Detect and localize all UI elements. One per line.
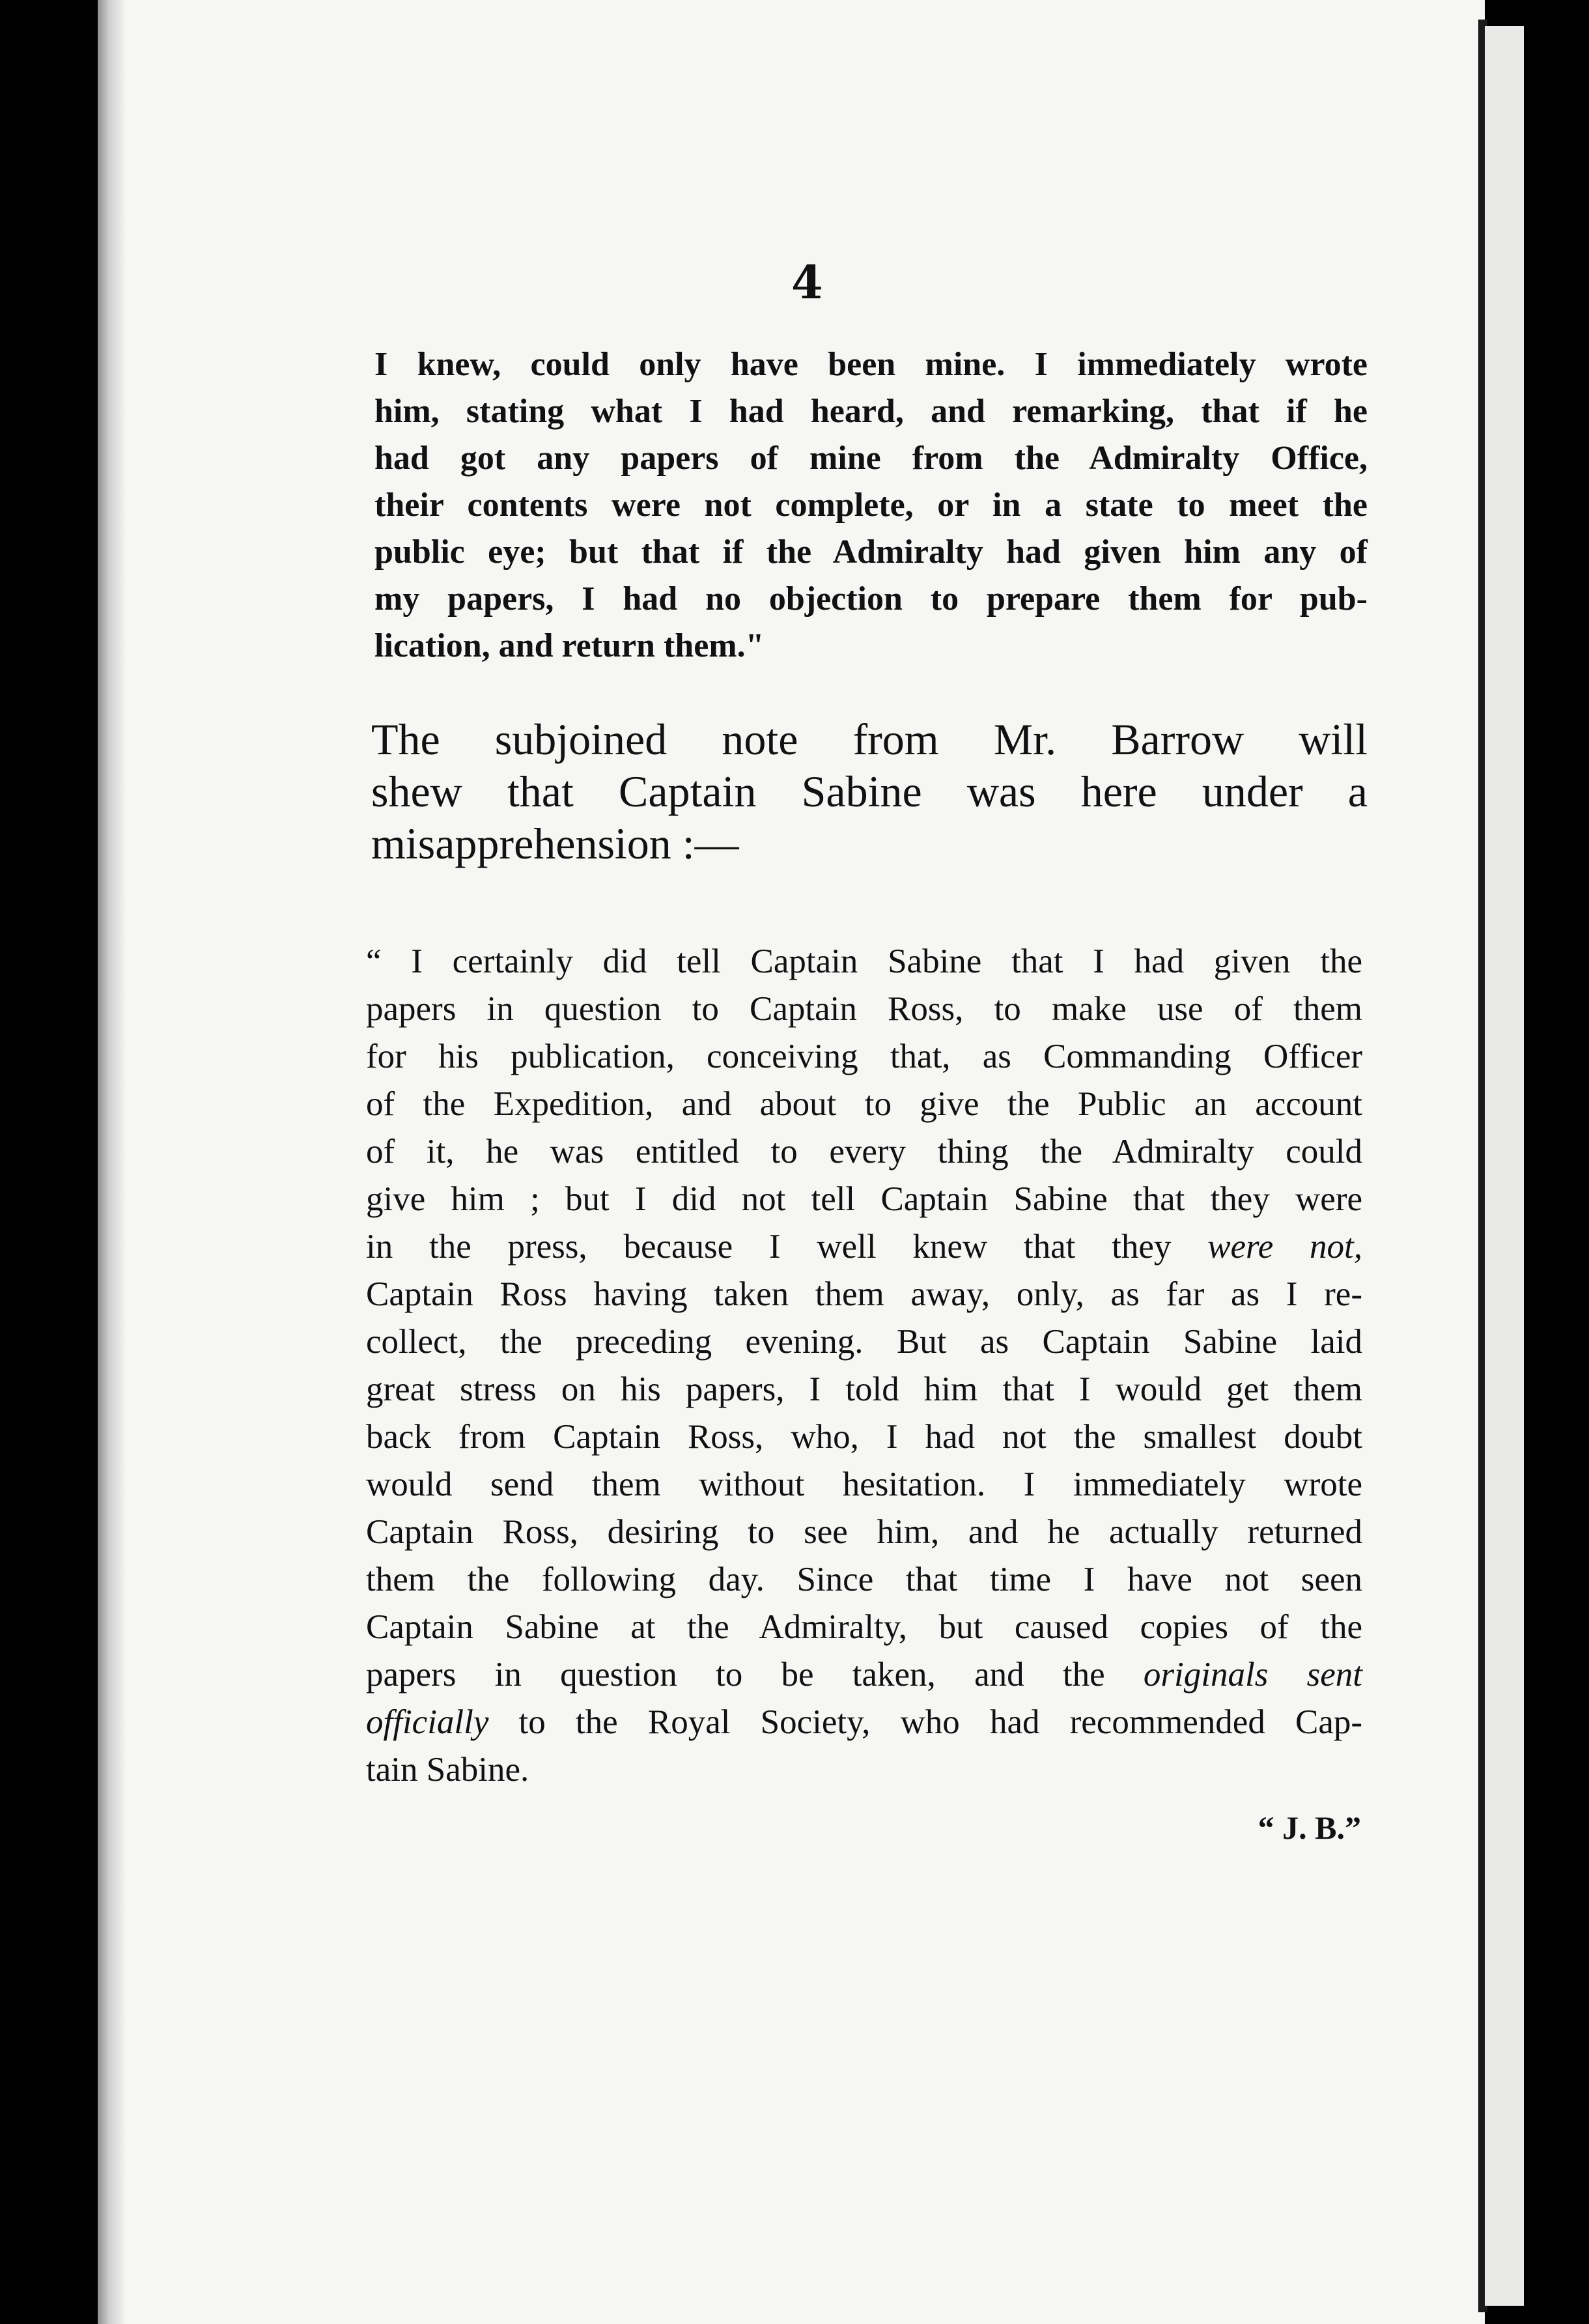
- text-line: collect, the preceding evening. But as Captain Sabine laid: [366, 1323, 1362, 1361]
- text-line: The subjoined note from Mr. Barrow will: [371, 715, 1368, 764]
- text-line: great stress on his papers, I told him that I would get them: [366, 1370, 1362, 1408]
- text-line: [366, 1223, 1362, 1271]
- text-line: shew that Captain Sabine was here under a: [371, 767, 1368, 816]
- text-run: papers in question to be taken, and the: [366, 1656, 1144, 1693]
- text-line: papers in question to Captain Ross, to make use of them: [366, 990, 1362, 1028]
- page-number: 4: [791, 255, 823, 309]
- text-line: lication, and return them.": [374, 627, 765, 664]
- document-page: [98, 0, 1485, 2324]
- text-line: had got any papers of mine from the Admiralty Office,: [374, 440, 1368, 477]
- text-line: Captain Ross having taken them away, only, as far as I re-: [366, 1275, 1362, 1313]
- text-line: of the Expedition, and about to give the Public an account: [366, 1085, 1362, 1123]
- text-line: give him ; but I did not tell Captain Sabine that they were: [366, 1180, 1362, 1218]
- italic-emphasis: were not,: [1207, 1228, 1362, 1266]
- text-line: of it, he was entitled to every thing the Admiralty could: [366, 1133, 1362, 1170]
- text-line: their contents were not complete, or in a state to meet the: [374, 487, 1368, 524]
- text-line: back from Captain Ross, who, I had not the smallest doubt: [366, 1418, 1362, 1456]
- text-line: “ I certainly did tell Captain Sabine that I had given the: [366, 942, 1362, 980]
- binding-gutter-shadow: [98, 0, 126, 2324]
- adjacent-page-strip: [1485, 26, 1524, 2306]
- text-line: Captain Sabine at the Admiralty, but caused copies of the: [366, 1608, 1362, 1646]
- text-line: them the following day. Since that time I have not seen: [366, 1561, 1362, 1598]
- italic-emphasis: officially: [366, 1703, 489, 1741]
- text-line: [366, 1699, 1362, 1746]
- text-line: my papers, I had no objection to prepare them for pub-: [374, 580, 1368, 617]
- text-line: tain Sabine.: [366, 1751, 529, 1789]
- introductory-paragraph: [371, 713, 1368, 870]
- quoted-letter: [366, 938, 1362, 1794]
- text-line: him, stating what I had heard, and remarking, that if he: [374, 393, 1368, 430]
- paragraph-continuation: [374, 341, 1368, 670]
- letter-signature: “ J. B.”: [1258, 1809, 1361, 1846]
- text-line: I knew, could only have been mine. I immediately wrote: [374, 346, 1368, 383]
- italic-emphasis: originals sent: [1143, 1656, 1362, 1693]
- text-run: to the Royal Society, who had recommended Cap-: [488, 1703, 1362, 1741]
- text-line: misapprehension :—: [371, 819, 739, 868]
- text-run: in the press, because I well knew that they: [366, 1228, 1208, 1266]
- text-line: would send them without hesitation. I immediately wrote: [366, 1466, 1362, 1503]
- text-line: [366, 1651, 1362, 1699]
- text-line: Captain Ross, desiring to see him, and he actually returned: [366, 1513, 1362, 1551]
- text-line: for his publication, conceiving that, as Commanding Officer: [366, 1038, 1362, 1075]
- text-line: public eye; but that if the Admiralty had given him any of: [374, 533, 1368, 571]
